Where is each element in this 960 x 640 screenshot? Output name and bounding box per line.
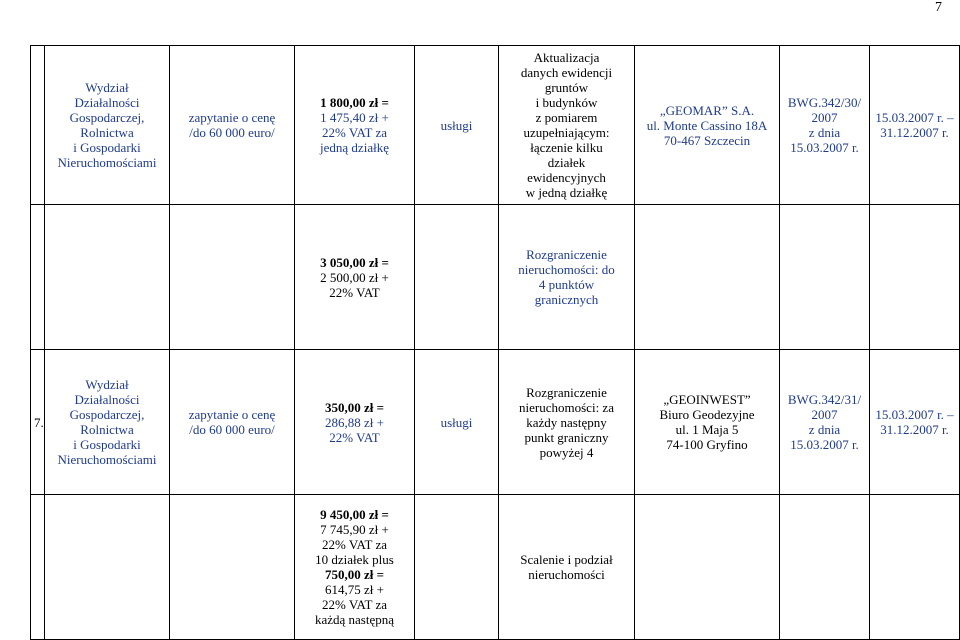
value-line: 1 475,40 zł + (320, 110, 389, 125)
value-total: 350,00 zł = (324, 399, 385, 415)
subject-line: nieruchomości: do (518, 262, 615, 277)
unit-line: Wydział (85, 80, 129, 95)
unit-line: Rolnictwa (80, 125, 134, 140)
contractor-line: ul. 1 Maja 5 (675, 422, 739, 437)
value-cell (295, 495, 415, 640)
empty-cell (780, 205, 870, 350)
contractor-line: „GEOMAR” S.A. (659, 102, 755, 118)
contractor-line: „GEOINWEST” (663, 392, 751, 407)
empty-cell (415, 205, 499, 350)
subject-cell (499, 495, 635, 640)
subject-line: granicznych (534, 292, 599, 307)
contractor-cell (635, 46, 780, 205)
empty-cell (31, 495, 45, 640)
unit-line: Działalności (74, 95, 140, 110)
contract-line: 15.03.2007 r. (790, 437, 859, 452)
empty-cell (45, 205, 170, 350)
unit-line: i Gospodarki (73, 437, 141, 452)
subject-line: ewidencyjnych (527, 170, 606, 185)
subject-line: Aktualizacja (533, 50, 600, 65)
subject-line: nieruchomości (528, 567, 605, 582)
empty-cell (31, 205, 45, 350)
unit-line: i Gospodarki (73, 140, 141, 155)
value-line: 2 500,00 zł + (320, 269, 389, 285)
table-row (31, 46, 960, 205)
contract-line: BWG.342/31/ (787, 392, 862, 407)
period-cell (870, 350, 960, 495)
contract-cell (780, 46, 870, 205)
value-line: jedną działkę (320, 140, 389, 155)
subject-cell (499, 46, 635, 205)
unit-line: Nieruchomościami (57, 155, 157, 170)
type-cell: usługi (415, 350, 499, 495)
row-number-cell: 7. (31, 350, 45, 495)
contract-line: 15.03.2007 r. (790, 140, 859, 155)
period-line: 31.12.2007 r. (880, 422, 949, 437)
value-line: 22% VAT (329, 284, 380, 300)
value-total: 3 050,00 zł = (320, 254, 389, 270)
procurement-mode-cell (170, 46, 295, 205)
subject-line: w jedną działkę (525, 185, 608, 200)
contract-line: z dnia (808, 422, 841, 437)
period-line: 15.03.2007 r. – (875, 110, 954, 125)
type-cell: usługi (415, 46, 499, 205)
ordering-unit-cell (45, 46, 170, 205)
subject-line: gruntów (544, 80, 589, 95)
value-total: 9 450,00 zł = (320, 507, 389, 522)
value-total: 750,00 zł = (324, 567, 385, 582)
value-line: 22% VAT za (322, 537, 387, 552)
empty-cell (45, 495, 170, 640)
unit-line: Wydział (85, 377, 129, 392)
contractor-line: 70-467 Szczecin (663, 132, 751, 148)
empty-cell (170, 495, 295, 640)
subject-line: Scalenie i podział (520, 552, 613, 567)
contracts-table (30, 45, 960, 640)
value-line: 10 działek plus (315, 552, 394, 567)
period-cell (870, 46, 960, 205)
empty-cell (870, 495, 960, 640)
unit-line: Gospodarczej, (69, 110, 145, 125)
subject-line: łączenie kilku (530, 140, 603, 155)
contract-line: BWG.342/30/ (787, 95, 862, 110)
period-line: 15.03.2007 r. – (875, 407, 954, 422)
subject-line: punkt graniczny (524, 429, 609, 445)
contract-line: 2007 (811, 110, 838, 125)
subject-line: z pomiarem (535, 110, 598, 125)
mode-line: /do 60 000 euro/ (189, 422, 275, 437)
empty-cell (635, 495, 780, 640)
value-line: 22% VAT (329, 429, 380, 445)
ordering-unit-cell (45, 350, 170, 495)
value-line: 614,75 zł + (325, 582, 384, 597)
table-row (31, 350, 960, 495)
value-line: 22% VAT za (322, 597, 387, 612)
contractor-line: ul. Monte Cassino 18A (646, 117, 768, 133)
subject-cell (499, 350, 635, 495)
contract-cell (780, 350, 870, 495)
contract-line: 2007 (811, 407, 838, 422)
subject-cell (499, 205, 635, 350)
value-cell (295, 46, 415, 205)
empty-cell (780, 495, 870, 640)
mode-line: zapytanie o cenę (188, 110, 276, 125)
unit-line: Działalności (74, 392, 140, 407)
empty-cell (870, 205, 960, 350)
empty-cell (415, 495, 499, 640)
period-line: 31.12.2007 r. (880, 125, 949, 140)
value-cell (295, 205, 415, 350)
contractor-cell (635, 350, 780, 495)
empty-cell (170, 205, 295, 350)
mode-line: /do 60 000 euro/ (189, 125, 275, 140)
value-line: każdą następną (314, 612, 395, 627)
subject-line: każdy następny (526, 414, 607, 430)
page-number: 7 (935, 0, 942, 15)
subject-line: nieruchomości: za (519, 399, 614, 415)
subject-line: danych ewidencji (520, 65, 613, 80)
subject-line: i budynków (535, 95, 598, 110)
unit-line: Gospodarczej, (69, 407, 145, 422)
subject-line: uzupełniającym: (523, 125, 610, 140)
value-line: 22% VAT za (322, 125, 387, 140)
procurement-mode-cell (170, 350, 295, 495)
subject-line: działek (547, 155, 586, 170)
subject-line: powyżej 4 (539, 444, 594, 460)
unit-line: Nieruchomościami (57, 452, 157, 467)
contractor-line: 74-100 Gryfino (666, 437, 748, 452)
subject-line: Rozgraniczenie (526, 247, 607, 262)
value-cell (295, 350, 415, 495)
contract-line: z dnia (808, 125, 841, 140)
row-number-cell (31, 46, 45, 205)
subject-line: 4 punktów (538, 277, 595, 292)
value-line: 7 745,90 zł + (320, 522, 389, 537)
value-total: 1 800,00 zł = (320, 95, 389, 110)
table-row (31, 205, 960, 350)
contractor-line: Biuro Geodezyjne (659, 407, 755, 422)
subject-line: Rozgraniczenie (526, 384, 607, 400)
table-row (31, 495, 960, 640)
value-line: 286,88 zł + (325, 414, 384, 430)
empty-cell (635, 205, 780, 350)
unit-line: Rolnictwa (80, 422, 134, 437)
mode-line: zapytanie o cenę (188, 407, 276, 422)
